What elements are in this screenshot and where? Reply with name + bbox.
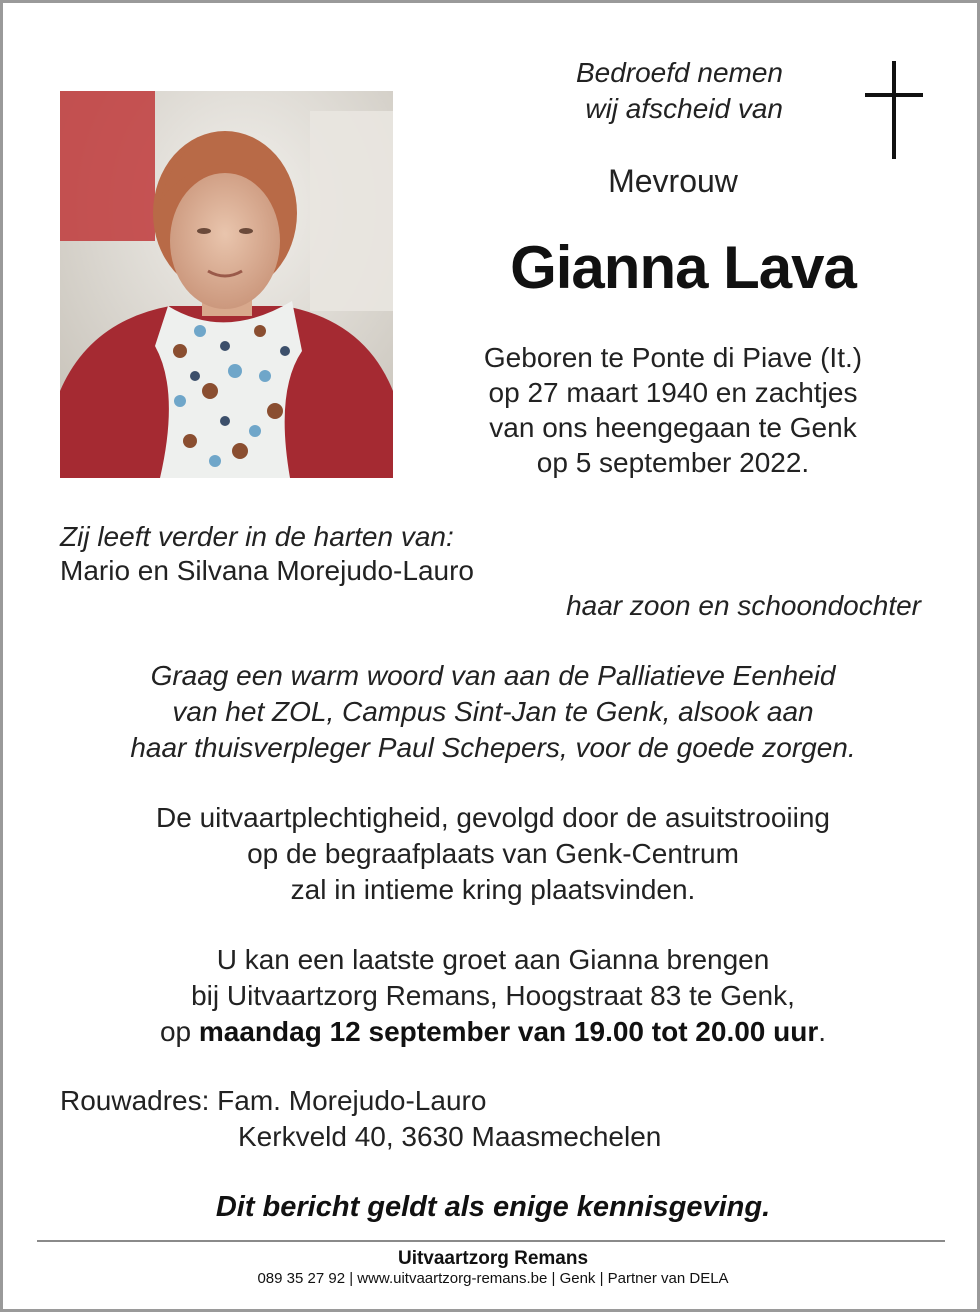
birth-line-4: op 5 september 2022. [536, 447, 810, 478]
survivors-heading: Zij leeft verder in de harten van: [60, 521, 454, 552]
thanks-line-2: van het ZOL, Campus Sint-Jan te Genk, alsook aan [172, 696, 814, 727]
visit-line-3-prefix: op [159, 1016, 199, 1047]
latin-cross-icon [865, 61, 923, 159]
birth-details [443, 340, 903, 480]
visit-line-3-suffix: . [818, 1016, 827, 1047]
intro-line-2: wij afscheid van [585, 93, 783, 124]
footer-contact: 089 35 27 92 | www.uitvaartzorg-remans.be | Genk | Partner van DELA [257, 1270, 729, 1287]
intro-text [483, 55, 783, 127]
ceremony-line-1: De uitvaartplechtigheid, gevolgd door de asuitstrooiing [156, 802, 830, 833]
birth-line-1: Geboren te Ponte di Piave (It.) [483, 342, 863, 373]
ceremony-line-3: zal in intieme kring plaatsvinden. [290, 874, 696, 905]
thanks-line-1: Graag een warm woord van aan de Palliatieve Eenheid [150, 660, 836, 691]
footer-divider [37, 1240, 945, 1242]
deceased-name: Gianna Lava [510, 234, 856, 301]
mourning-address-line-2: Kerkveld 40, 3630 Maasmechelen [238, 1121, 662, 1152]
birth-line-3: van ons heengegaan te Genk [489, 412, 857, 443]
survivors-relation: haar zoon en schoondochter [566, 590, 921, 621]
visit-line-2: bij Uitvaartzorg Remans, Hoogstraat 83 te Genk, [191, 980, 795, 1011]
honorific: Mevrouw [608, 163, 738, 199]
intro-line-1: Bedroefd nemen [575, 57, 783, 88]
visit-line-3 [43, 1014, 943, 1050]
thanks-paragraph [43, 658, 943, 766]
notice-statement: Dit bericht geldt als enige kennisgeving. [215, 1191, 771, 1223]
visit-line-1: U kan een laatste groet aan Gianna brengen [216, 944, 770, 975]
footer-company: Uitvaartzorg Remans [397, 1248, 589, 1269]
ceremony-line-2: op de begraafplaats van Genk-Centrum [247, 838, 739, 869]
visitation-paragraph [43, 942, 943, 1050]
mourning-address-line-1: Rouwadres: Fam. Morejudo-Lauro [60, 1085, 487, 1116]
portrait-photo [60, 91, 393, 478]
birth-line-2: op 27 maart 1940 en zachtjes [488, 377, 858, 408]
survivors-name: Mario en Silvana Morejudo-Lauro [60, 555, 474, 586]
ceremony-paragraph [43, 800, 943, 908]
thanks-line-3: haar thuisverpleger Paul Schepers, voor de goede zorgen. [130, 732, 856, 763]
visit-date-time: maandag 12 september van 19.00 tot 20.00 uur [198, 1016, 819, 1047]
